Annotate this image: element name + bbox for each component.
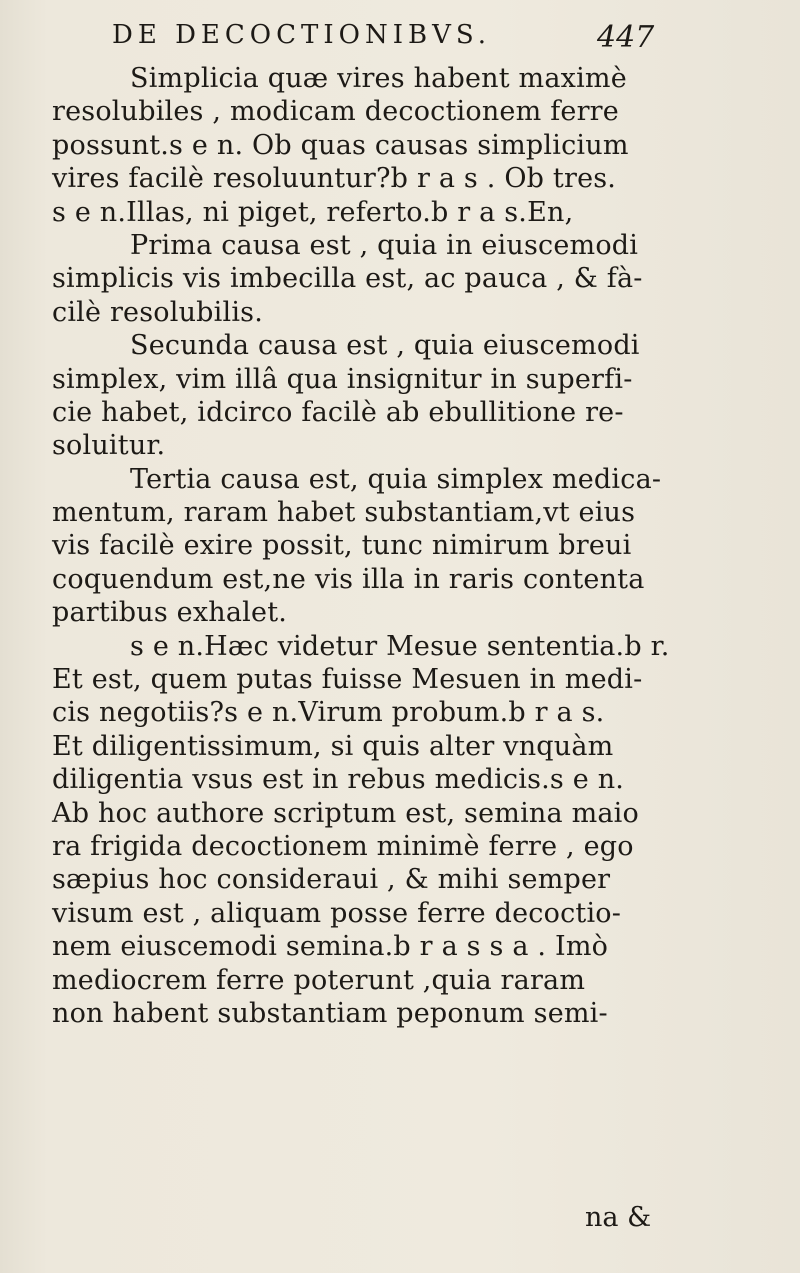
text-line: resolubiles , modicam decoctionem ferre bbox=[52, 96, 619, 128]
text-line: Et est, quem putas fuisse Mesuen in medi- bbox=[52, 664, 643, 696]
text-line: non habent substantiam peponum semi- bbox=[52, 997, 608, 1029]
text-line: Secunda causa est , quia eiuscemodi bbox=[130, 330, 640, 362]
text-line: partibus exhalet. bbox=[52, 597, 288, 629]
text-line: simplex, vim illâ qua insignitur in superfi- bbox=[52, 363, 633, 395]
text-line: Et diligentissimum, si quis alter vnquàm bbox=[52, 730, 614, 762]
text-line: s e n.Hæc videtur Mesue sententia.b r. bbox=[130, 630, 670, 662]
page-number: 447 bbox=[597, 20, 655, 55]
catchword: na & bbox=[585, 1202, 652, 1233]
body-text bbox=[52, 62, 670, 1030]
running-title: DE DECOCTIONIBVS. bbox=[112, 20, 491, 50]
text-line: cilè resolubilis. bbox=[52, 296, 264, 328]
text-line: diligentia vsus est in rebus medicis.s e n. bbox=[52, 764, 625, 796]
text-line: mentum, raram habet substantiam,vt eius bbox=[52, 497, 636, 529]
text-line: s e n.Illas, ni piget, referto.b r a s.En, bbox=[52, 196, 574, 228]
text-line: cis negotiis?s e n.Virum probum.b r a s. bbox=[52, 697, 605, 729]
text-line: ra frigida decoctionem minimè ferre , ego bbox=[52, 830, 634, 862]
text-line: soluitur. bbox=[52, 430, 166, 462]
running-head bbox=[112, 20, 672, 60]
text-line: Prima causa est , quia in eiuscemodi bbox=[130, 229, 639, 261]
text-line: vis facilè exire possit, tunc nimirum breui bbox=[52, 530, 632, 562]
text-line: sæpius hoc consideraui , & mihi semper bbox=[52, 864, 611, 896]
text-line: cie habet, idcirco facilè ab ebullitione re- bbox=[52, 396, 624, 428]
text-line: Simplicia quæ vires habent maximè bbox=[130, 63, 627, 94]
text-line: vires facilè resoluuntur?b r a s . Ob tres. bbox=[52, 163, 617, 195]
text-line: Ab hoc authore scriptum est, semina maio bbox=[52, 797, 639, 829]
text-line: possunt.s e n. Ob quas causas simplicium bbox=[52, 129, 629, 161]
text-line: mediocrem ferre poterunt ,quia raram bbox=[52, 964, 586, 996]
text-line: nem eiuscemodi semina.b r a s s a . Imò bbox=[52, 931, 609, 963]
text-line: coquendum est,ne vis illa in raris contenta bbox=[52, 563, 645, 595]
text-line: visum est , aliquam posse ferre decoctio- bbox=[52, 897, 622, 929]
text-line: Tertia causa est, quia simplex medica- bbox=[130, 463, 662, 495]
text-line: simplicis vis imbecilla est, ac pauca , & fà- bbox=[52, 263, 643, 295]
